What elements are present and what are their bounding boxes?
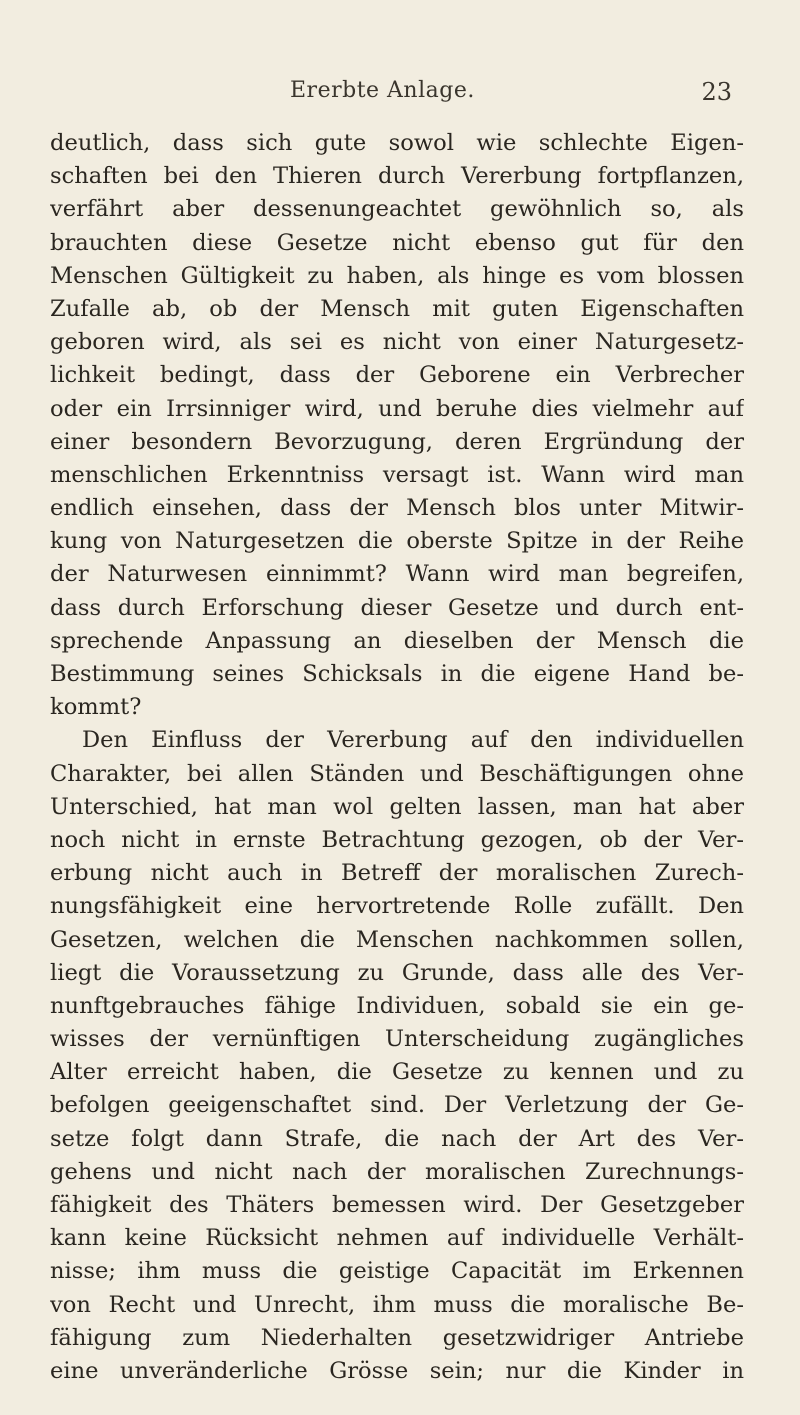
text-line: lichkeit bedingt, dass der Geborene ein Verbrecher [50, 362, 744, 389]
text-line: Zufalle ab, ob der Mensch mit guten Eigenschaften [50, 295, 744, 322]
text-line: der Naturwesen einnimmt? Wann wird man begreifen, [50, 561, 744, 588]
text-line: endlich einsehen, dass der Mensch blos unter Mitwir- [50, 495, 744, 522]
text-line: kann keine Rücksicht nehmen auf individuelle Verhält- [50, 1225, 744, 1252]
text-line: liegt die Voraussetzung zu Grunde, dass alle des Ver- [50, 959, 744, 986]
text-line: gehens und nicht nach der moralischen Zurechnungs- [50, 1158, 744, 1185]
text-line: befolgen geeigenschaftet sind. Der Verletzung der Ge- [50, 1092, 744, 1119]
text-line: Charakter, bei allen Ständen und Beschäftigungen ohne [50, 760, 744, 787]
running-head [0, 78, 800, 118]
text-line: nunftgebrauches fähige Individuen, sobald sie ein ge- [50, 992, 744, 1019]
text-line: eine unveränderliche Grösse sein; nur die Kinder in [50, 1357, 744, 1384]
text-line: kung von Naturgesetzen die oberste Spitze in der Reihe [50, 528, 744, 555]
text-line: oder ein Irrsinniger wird, und beruhe dies vielmehr auf [50, 395, 744, 422]
body-text [50, 127, 744, 1388]
text-line: setze folgt dann Strafe, die nach der Art des Ver- [50, 1125, 744, 1152]
text-line: menschlichen Erkenntniss versagt ist. Wann wird man [50, 461, 744, 488]
text-line: fähigung zum Niederhalten gesetzwidriger Antriebe [50, 1324, 744, 1351]
text-line: deutlich, dass sich gute sowol wie schlechte Eigen- [50, 130, 744, 156]
text-line: nisse; ihm muss die geistige Capacität im Erkennen [50, 1258, 744, 1285]
text-line: Den Einfluss der Vererbung auf den individuellen [82, 727, 744, 754]
text-line: Alter erreicht haben, die Gesetze zu kennen und zu [50, 1059, 744, 1086]
text-line: geboren wird, als sei es nicht von einer Naturgesetz- [50, 329, 744, 356]
text-line: dass durch Erforschung dieser Gesetze und durch ent- [50, 594, 744, 621]
text-line: fähigkeit des Thäters bemessen wird. Der Gesetzgeber [50, 1192, 744, 1218]
page-number: 23 [701, 78, 732, 106]
text-line: Unterschied, hat man wol gelten lassen, man hat aber [50, 793, 744, 820]
text-line: wisses der vernünftigen Unterscheidung zugängliches [50, 1026, 744, 1053]
text-line: brauchten diese Gesetze nicht ebenso gut für den [50, 229, 744, 256]
running-title: Ererbte Anlage. [290, 78, 475, 103]
text-line: noch nicht in ernste Betrachtung gezogen, ob der Ver- [50, 826, 744, 853]
text-line: nungsfähigkeit eine hervortretende Rolle zufällt. Den [50, 893, 744, 920]
text-line: Bestimmung seines Schicksals in die eigene Hand be- [50, 661, 744, 687]
text-line: einer besondern Bevorzugung, deren Ergründung der [50, 428, 744, 455]
text-line: Menschen Gültigkeit zu haben, als hinge es vom blossen [50, 262, 744, 289]
text-line: erbung nicht auch in Betreff der moralischen Zurech- [50, 860, 744, 887]
text-line: kommt? [50, 694, 142, 721]
text-line: von Recht und Unrecht, ihm muss die moralische Be- [50, 1291, 744, 1318]
text-line: Gesetzen, welchen die Menschen nachkommen sollen, [50, 926, 744, 953]
text-line: sprechende Anpassung an dieselben der Mensch die [50, 627, 744, 654]
text-line: verfährt aber dessenungeachtet gewöhnlich so, als [50, 196, 744, 223]
text-line: schaften bei den Thieren durch Vererbung fortpflanzen, [50, 163, 744, 190]
